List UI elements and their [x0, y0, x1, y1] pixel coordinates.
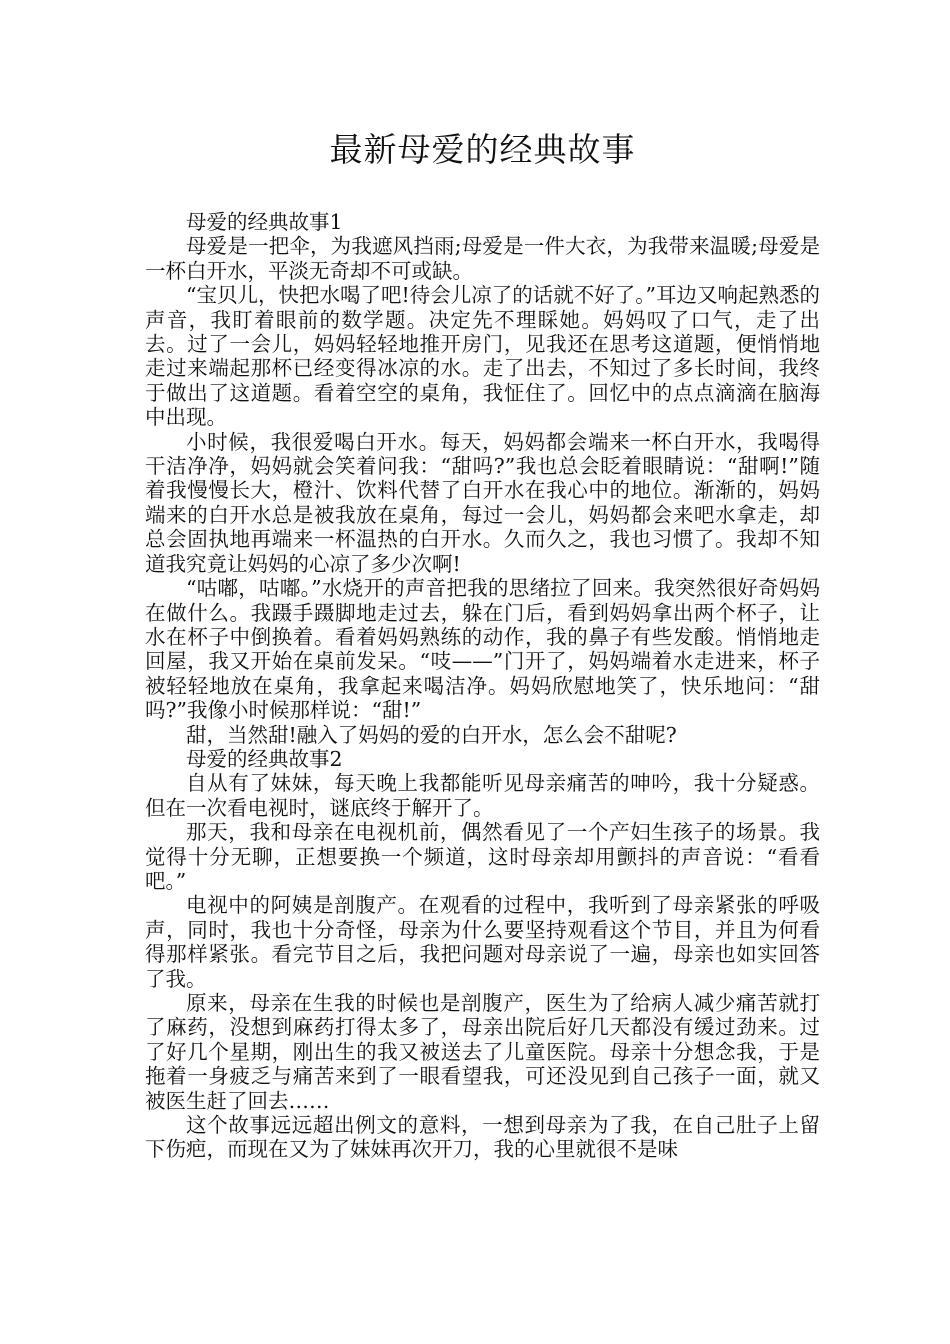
section-heading-1: 母爱的经典故事1	[186, 210, 343, 234]
document-body	[145, 210, 820, 1162]
paragraph: “宝贝儿，快把水喝了吧!待会儿凉了的话就不好了。”耳边又响起熟悉的声音，我盯着眼前的数学题。决定先不理睬她。妈妈叹了口气，走了出去。过了一会儿，妈妈轻轻地推开房门，见我还在思考这道题，便悄悄地走过来端起那杯已经变得冰凉的水。走了出去，不知过了多长时间，我终于做出了这道题。看着空空的桌角，我怔住了。回忆中的点点滴滴在脑海中出现。	[145, 283, 820, 430]
paragraph: 自从有了妹妹，每天晚上我都能听见母亲痛苦的呻吟，我十分疑惑。但在一次看电视时，谜底终于解开了。	[145, 771, 820, 820]
paragraph: 原来，母亲在生我的时候也是剖腹产，医生为了给病人减少痛苦就打了麻药，没想到麻药打得太多了，母亲出院后好几天都没有缓过劲来。过了好几个星期，刚出生的我又被送去了儿童医院。母亲十分想念我，于是拖着一身疲乏与痛苦来到了一眼看望我，可还没见到自己孩子一面，就又被医生赶了回去……	[145, 991, 820, 1113]
paragraph: 甜，当然甜!融入了妈妈的爱的白开水，怎么会不甜呢?	[186, 722, 677, 747]
paragraph: “咕嘟，咕嘟。”水烧开的声音把我的思绪拉了回来。我突然很好奇妈妈在做什么。我蹑手蹑脚地走过去，躲在门后，看到妈妈拿出两个杯子，让水在杯子中倒换着。看着妈妈熟练的动作，我的鼻子有些发酸。悄悄地走回屋，我又开始在桌前发呆。“吱——”门开了，妈妈端着水走进来，杯子被轻轻地放在桌角，我拿起来喝洁净。妈妈欣慰地笑了，快乐地问：“甜吗?”我像小时候那样说：“甜!”	[145, 576, 820, 723]
paragraph: 电视中的阿姨是剖腹产。在观看的过程中，我听到了母亲紧张的呼吸声，同时，我也十分奇怪，母亲为什么要坚持观看这个节目，并且为何看得那样紧张。看完节目之后，我把问题对母亲说了一遍，母亲也如实回答了我。	[145, 893, 820, 991]
document-title: 最新母爱的经典故事	[329, 130, 636, 169]
paragraph: 那天，我和母亲在电视机前，偶然看见了一个产妇生孩子的场景。我觉得十分无聊，正想要换一个频道，这时母亲却用颤抖的声音说：“看看吧。”	[145, 820, 820, 893]
section-heading-2: 母爱的经典故事2	[186, 746, 343, 771]
document-page	[145, 128, 820, 1162]
paragraph: 小时候，我很爱喝白开水。每天，妈妈都会端来一杯白开水，我喝得干洁净净，妈妈就会笑着问我：“甜吗?”我也总会眨着眼睛说：“甜啊!”随着我慢慢长大，橙汁、饮料代替了白开水在我心中的地位。渐渐的，妈妈端来的白开水总是被我放在桌角，每过一会儿，妈妈都会来吧水拿走，却总会固执地再端来一杯温热的白开水。久而久之，我也习惯了。我却不知道我究竟让妈妈的心凉了多少次啊!	[145, 429, 820, 576]
paragraph: 母爱是一把伞，为我遮风挡雨;母爱是一件大衣，为我带来温暖;母爱是一杯白开水，平淡无奇却不可或缺。	[145, 234, 820, 283]
paragraph: 这个故事远远超出例文的意料，一想到母亲为了我，在自己肚子上留下伤疤，而现在又为了妹妹再次开刀，我的心里就很不是味	[145, 1113, 820, 1162]
